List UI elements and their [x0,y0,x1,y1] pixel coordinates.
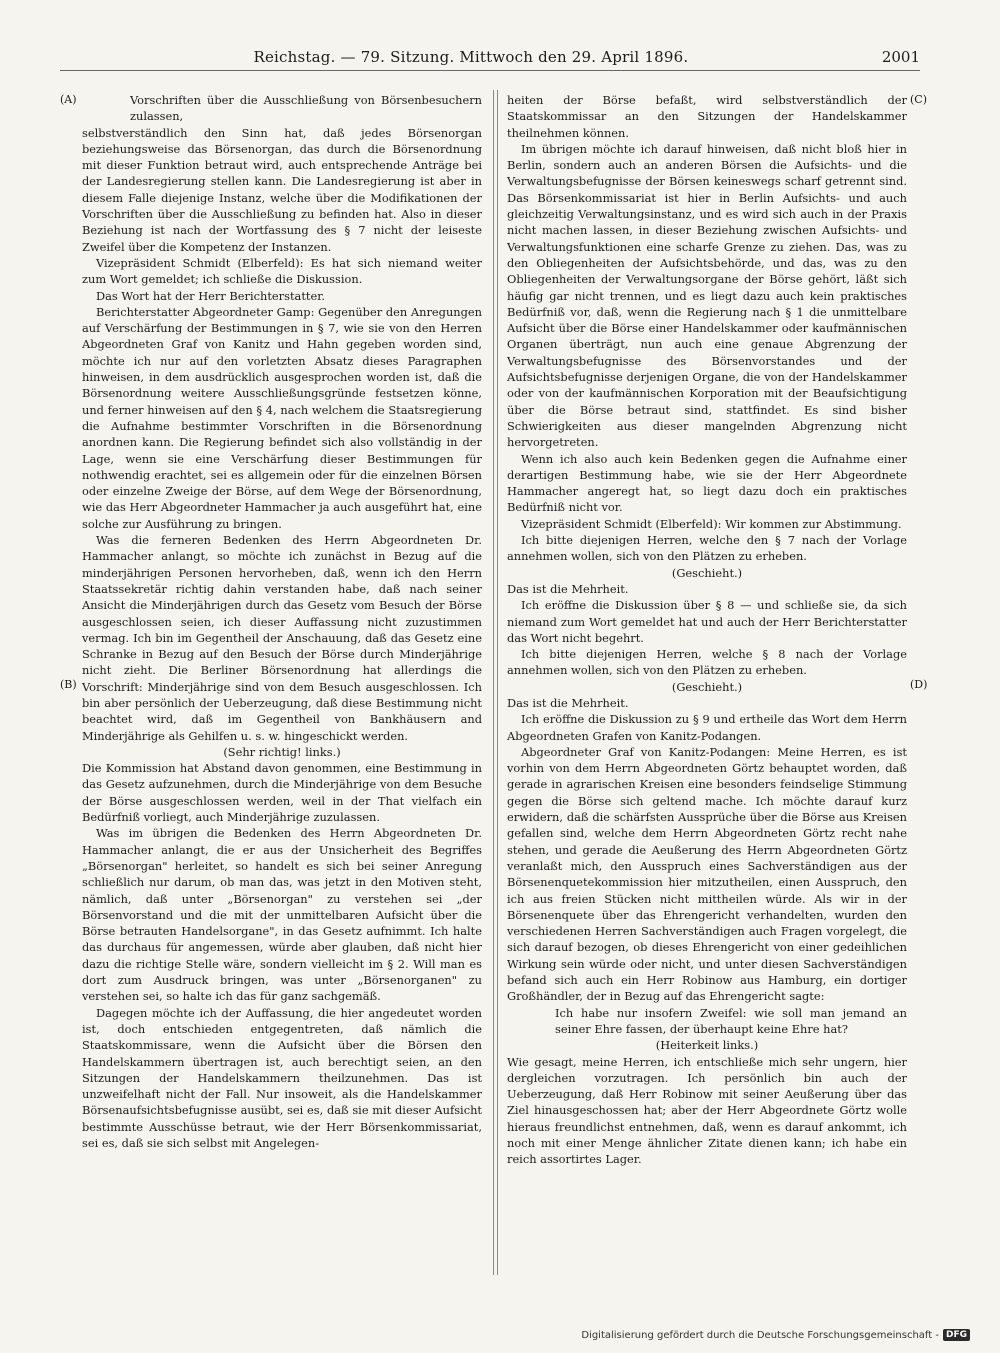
paragraph: Abgeordneter Graf von Kanitz-Podangen: Meine Herren, es ist vorhin von dem Herrn Abgeordneten Görtz behauptet worden, daß gerade in agrarischen Kreisen eine besonders feindselige Stimmung gegen die Börse sich geltend mache. Ich möchte darauf kurz erwidern, daß die schärfsten Aussprüche über die Börse aus Kreisen gefallen sind, welche dem Herrn Abgeordneten Görtz recht nahe stehen, und gerade die Aeußerung des Herrn Abgeordneten Görtz veranlaßt mich, den Ausspruch eines Sachverständigen aus der Börsenenquetekommission hier mitzutheilen, einen Ausspruch, den ich aus freien Stücken nicht mittheilen würde. Als wir in der Börsenenquete über das Ehrengericht verhandelten, wurden den verschiedenen Herren Sachverständigen auch Fragen vorgelegt, die sich darauf bezogen, ob dieses Ehrengericht von einer gedeihlichen Wirkung sein würde oder nicht, und unter diesen Sachverständigen befand sich auch ein Herr Robinow aus Hamburg, ein dortiger Großhändler, der in Bezug auf das Ehrengericht sagte: [507,744,907,1004]
right-column [507,92,907,1168]
paragraph: Das Wort hat der Herr Berichterstatter. [96,288,326,303]
paragraph: Dagegen möchte ich der Auffassung, die hier angedeutet worden ist, doch entschieden entgegentreten, daß nämlich die Staatskommissare, wenn die Aufsicht über die Börsen den Handelskammern übertragen ist, auch berechtigt seien, an den Sitzungen der Handelskammern theilzunehmen. Das ist unzweifelhaft nicht der Fall. Nur insoweit, als die Handelskammer Börsenaufsichtsbefugnisse ausübt, sei es, daß sie mit dieser Aufsicht bestimmte Ausschüsse betraut, wie der Herr Börsenkommissariat, sei es, daß sie sich selbst mit Angelegen- [82,1005,482,1150]
header-rule [60,70,920,71]
margin-mark-a: (A) [60,93,77,106]
paragraph: selbstverständlich den Sinn hat, daß jedes Börsenorgan beziehungsweise das Börsenorgan, das durch die Börsenordnung mit dieser Funktion betraut wird, auch entsprechende Anträge bei der Landesregierung stellen kann. Die Landesregierung ist aber in diesem Falle diejenige Instanz, welche über die Modifikationen der Vorschriften über die Ausschließung zu befinden hat. Also in dieser Beziehung ist nach der Wortfassung des § 7 nicht der leiseste Zweifel über die Kompetenz der Instanzen. [82,125,482,254]
interjection: (Sehr richtig! links.) [223,744,341,759]
interjection: (Geschieht.) [671,565,743,580]
footer [581,1329,970,1341]
paragraph: Im übrigen möchte ich darauf hinweisen, daß nicht bloß hier in Berlin, sondern auch an anderen Börsen die Aufsichts- und die Verwaltungsbefugnisse der Börsen keineswegs scharf getrennt sind. Das Börsenkommissariat ist hier in Berlin Aufsichts- und auch gleichzeitig Verwaltungsinstanz, und es wird sich auch in der Praxis nicht machen lassen, in dieser Beziehung zwischen Aufsichts- und Verwaltungsfunktionen eine scharfe Grenze zu ziehen. Das, was zu den Obliegenheiten der Aufsichtsbehörde, und das, was zu den Obliegenheiten der Verwaltungsorgane der Börse gehört, läßt sich häufig gar nicht trennen, und es liegt dazu auch kein praktisches Bedürfniß vor, daß, wenn die Regierung nach § 1 die unmittelbare Aufsicht über die Börse einer Handelskammer oder kaufmännischen Organen überträgt, nun auch eine genaue Abgrenzung der Verwaltungsbefugnisse des Börsenvorstandes und der Aufsichtsbefugnisse derjenigen Organe, die von der Handelskammer oder von der kaufmännischen Korporation mit der Beaufsichtigung über die Börse betraut sind, stattfindet. Es sind bisher Schwierigkeiten aus dieser mangelnden Abgrenzung nicht hervorgetreten. [507,141,907,450]
paragraph: Was im übrigen die Bedenken des Herrn Abgeordneten Dr. Hammacher anlangt, die er aus der Unsicherheit des Begriffes „Börsenorgan" herleitet, so handelt es sich bei seiner Anregung schließlich nur darum, ob man das, was jetzt in den Motiven steht, nämlich, daß unter „Börsenorgan" zu verstehen sei „der Börsenvorstand und die mit der unmittelbaren Aufsicht über die Börse betrauten Handelsorgane", in das Gesetz aufnimmt. Ich halte das durchaus für angemessen, würde aber glauben, daß nicht hier dazu die richtige Stelle wäre, sondern vielleicht im § 2. Will man es dort zum Ausdruck bringen, was unter „Börsenorganen" zu verstehen sei, so halte ich das für ganz sachgemäß. [82,826,482,1004]
paragraph: Berichterstatter Abgeordneter Gamp: Gegenüber den Anregungen auf Verschärfung der Bestimmungen in § 7, wie sie von den Herren Abgeordneten Graf von Kanitz und Hahn gegeben worden sind, möchte ich nur auf den vorletzten Absatz dieses Paragraphen hinweisen, in dem ausdrücklich ausgesprochen worden ist, daß die Börsenordnung weitere Ausschließungsgründe festsetzen könne, und ferner hinweisen auf den § 4, nach welchem die Staatsregierung die Aufnahme bestimmter Vorschriften in die Börsenordnung anordnen kann. Die Regierung befindet sich also vollständig in der Lage, wenn sie eine Verschärfung dieser Bestimmungen für nothwendig erachtet, sei es allgemein oder für die einzelnen Börsen oder einzelne Zweige der Börse, auf dem Wege der Börsenordnung, wie das Herr Abgeordneter Hammacher ja auch ausgeführt hat, eine solche zur Ausführung zu bringen. [82,304,482,531]
column-divider-inner [497,90,498,1275]
interjection: (Heiterkeit links.) [655,1038,759,1053]
page-number: 2001 [881,48,920,66]
paragraph: Vorschriften über die Ausschließung von Börsenbesuchern zulassen, [130,93,482,124]
paragraph: Was die ferneren Bedenken des Herrn Abgeordneten Dr. Hammacher anlangt, so möchte ich zunächst in Bezug auf die minderjährigen Personen hervorheben, daß, wenn ich den Herrn Staatssekretär richtig dahin verstanden habe, daß nach seiner Ansicht die Minderjährigen durch das Gesetz vom Besuch der Börse ausgeschlossen seien, ich dieser Auffassung nicht zuzustimmen vermag. Ich bin im Gegentheil der Anschauung, daß das Gesetz eine Schranke in Bezug auf den Besuch der Börse durch Minderjährige nicht zieht. Die Berliner Börsenordnung hat allerdings die Vorschrift: Minderjährige sind von dem Besuch ausgeschlossen. Ich bin aber persönlich der Ueberzeugung, daß diese Bestimmung nicht beachtet wird, daß im Gegentheil von Bankhäusern and Minderjährige als Gehilfen u. s. w. hingeschickt werden. [82,533,482,743]
margin-mark-c: (C) [910,93,927,106]
paragraph: Das ist die Mehrheit. [507,581,629,596]
margin-mark-b: (B) [60,678,77,691]
paragraph: Ich eröffne die Diskussion über § 8 — und schließe sie, da sich niemand zum Wort gemeldet hat und auch der Herr Berichterstatter das Wort nicht begehrt. [507,598,907,645]
dfg-logo: DFG [943,1329,970,1341]
paragraph: Vizepräsident Schmidt (Elberfeld): Wir kommen zur Abstimmung. [521,516,902,531]
page-header [60,48,920,66]
quotation: Ich habe nur insofern Zweifel: wie soll man jemand an seiner Ehre fassen, der überhaupt keine Ehre hat? [555,1005,907,1036]
margin-mark-d: (D) [910,678,928,691]
paragraph: heiten der Börse befaßt, wird selbstverständlich der Staatskommissar an den Sitzungen der Handelskammer theilnehmen können. [507,93,907,140]
interjection: (Geschieht.) [671,679,743,694]
paragraph: Ich eröffne die Diskussion zu § 9 und ertheile das Wort dem Herrn Abgeordneten Grafen von Kanitz-Podangen. [507,712,907,743]
running-head: Reichstag. — 79. Sitzung. Mittwoch den 29. April 1896. [253,48,689,66]
paragraph: Die Kommission hat Abstand davon genommen, eine Bestimmung in das Gesetz aufzunehmen, durch die Minderjährige von dem Besuche der Börse ausgeschlossen werden, weil in der That vielfach ein Bedürfniß vorliegt, auch Minderjährige zuzulassen. [82,761,482,825]
footer-text: Digitalisierung gefördert durch die Deutsche Forschungsgemeinschaft - [581,1329,939,1341]
paragraph: Ich bitte diejenigen Herren, welche § 8 nach der Vorlage annehmen wollen, sich von den Plätzen zu erheben. [507,647,907,678]
paragraph: Wenn ich also auch kein Bedenken gegen die Aufnahme einer derartigen Bestimmung habe, wie sie der Herr Abgeordnete Hammacher angeregt hat, so liegt dazu doch ein praktisches Bedürfniß nicht vor. [507,451,907,515]
paragraph: Vizepräsident Schmidt (Elberfeld): Es hat sich niemand weiter zum Wort gemeldet; ich schließe die Diskussion. [82,255,482,287]
left-column [82,92,482,1151]
paragraph: Wie gesagt, meine Herren, ich entschließe mich sehr ungern, hier dergleichen vorzutragen. Ich persönlich bin auch der Ueberzeugung, daß Herr Robinow mit seiner Aeußerung über das Ziel hinausgeschossen hat; aber der Herr Abgeordnete Görtz wolle hieraus freundlichst entnehmen, daß, wenn es darauf ankommt, ich noch mit einer Menge ähnlicher Zitate dienen kann; ich habe ein reich assortirtes Lager. [507,1054,907,1167]
paragraph: Das ist die Mehrheit. [507,695,629,710]
column-divider [493,90,494,1275]
paragraph: Ich bitte diejenigen Herren, welche den § 7 nach der Vorlage annehmen wollen, sich von den Plätzen zu erheben. [507,533,907,564]
